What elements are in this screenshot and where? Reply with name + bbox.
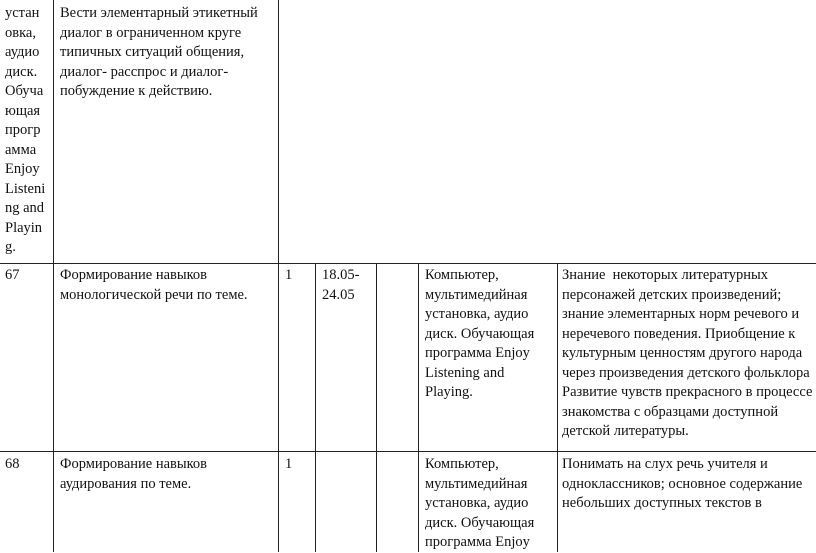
row2-topic: Формирование навыков монологической речи по теме. (60, 267, 248, 303)
grid-vline-3 (315, 263, 316, 552)
row1-first-col-text: устан овка, аудио диск. Обуча ющая прогр амма Enjoy Listeni ng and Playin g. (5, 5, 46, 255)
row3-number: 68 (5, 456, 20, 472)
grid-vline-1 (53, 0, 54, 552)
grid-hline-2 (0, 451, 816, 452)
row2-date: 18.05- 24.05 (322, 267, 360, 303)
grid-vline-6 (557, 263, 558, 552)
row1-topic: Вести элементарный этикетный диалог в ограниченном круге типичных ситуаций общения, диалог- расспрос и диалог- побуждение к действию. (60, 5, 258, 99)
grid-hline-1 (0, 263, 816, 264)
grid-vline-2 (278, 0, 279, 552)
row2-hours: 1 (285, 267, 293, 283)
row2-results: Знание некоторых литературных персонажей детских произведений; знание элементарных норм речевого и неречевого поведения. Приобщение к культурным ценностям другого народа через произведения детского фольклора Развитие чувств прекрасного в процессе знакомства с образцами доступной детской литературы. (562, 267, 813, 439)
grid-vline-4 (376, 263, 377, 552)
row3-topic: Формирование навыков аудирования по теме. (60, 456, 208, 492)
row3-equipment: Компьютер, мультимедийная установка, аудио диск. Обучающая программа Enjoy (425, 456, 535, 550)
row3-hours: 1 (285, 456, 293, 472)
grid-vline-5 (418, 263, 419, 552)
row2-number: 67 (5, 267, 20, 283)
row2-equipment: Компьютер, мультимедийная установка, аудио диск. Обучающая программа Enjoy Listening and Playing. (425, 267, 535, 400)
row3-results: Понимать на слух речь учителя и одноклассников; основное содержание небольших доступных текстов в (562, 456, 803, 511)
